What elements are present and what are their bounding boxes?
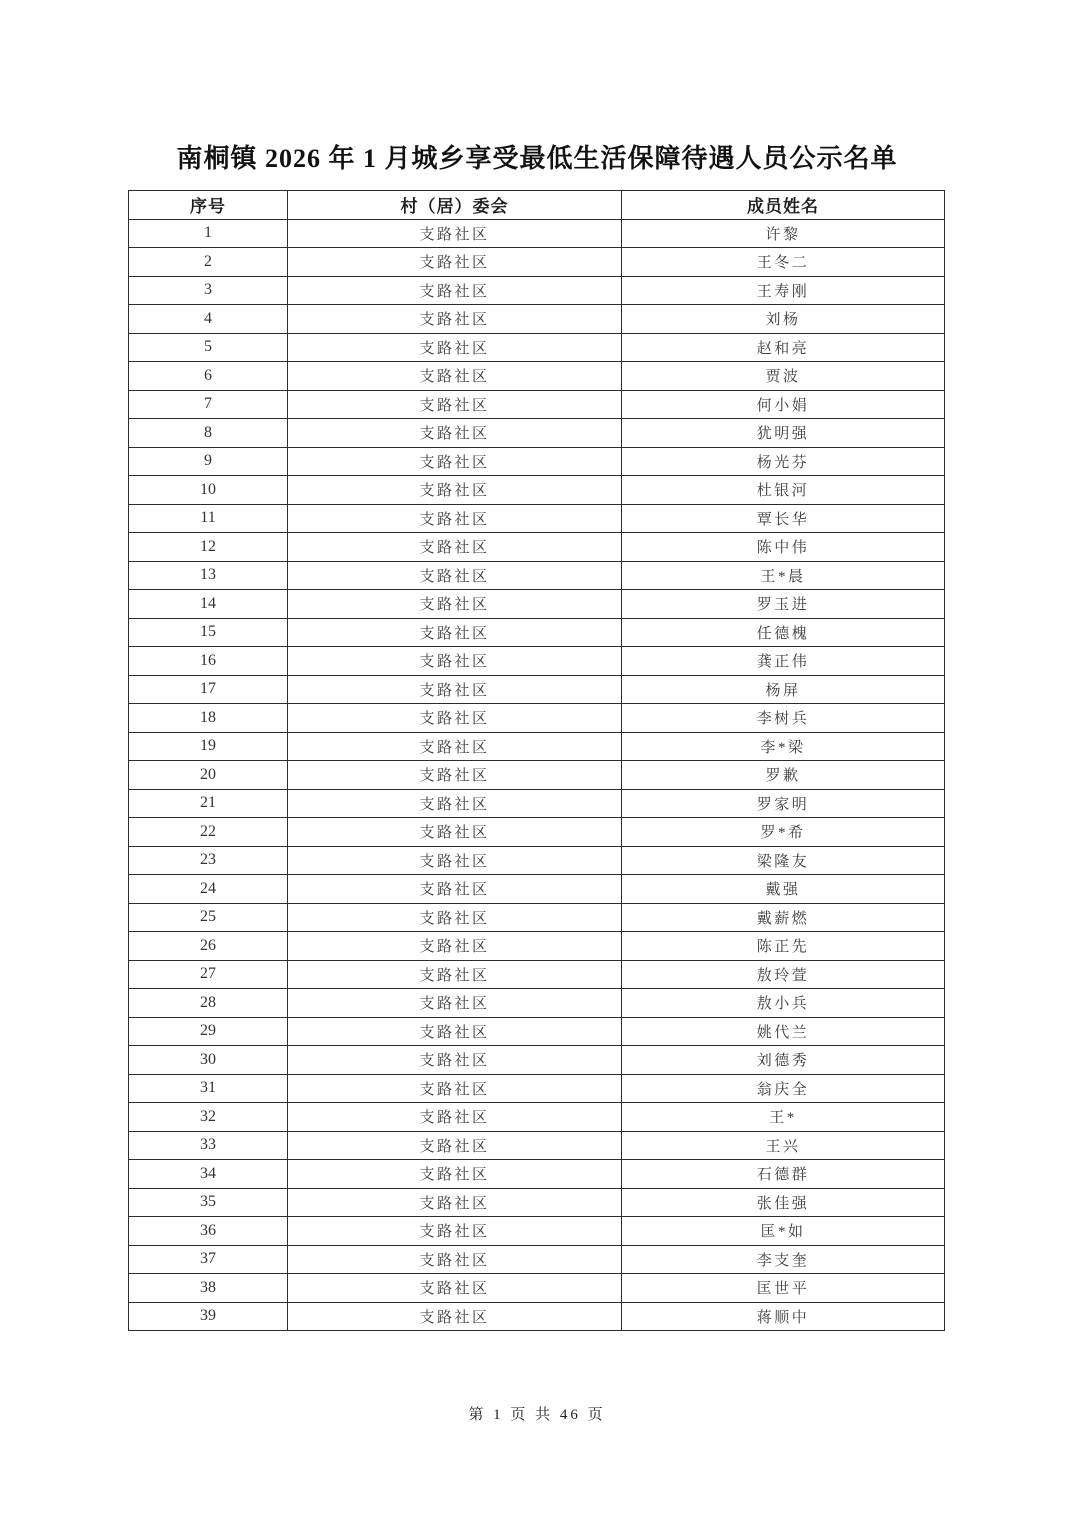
committee-cell: 支路社区 xyxy=(288,1245,622,1274)
member-name-cell: 陈正先 xyxy=(622,932,945,961)
table-header-row xyxy=(129,191,945,220)
row-index-cell: 23 xyxy=(129,846,288,875)
committee-cell: 支路社区 xyxy=(288,533,622,562)
member-name-cell: 李支奎 xyxy=(622,1245,945,1274)
row-index-cell: 14 xyxy=(129,590,288,619)
row-index-cell: 4 xyxy=(129,305,288,334)
committee-cell: 支路社区 xyxy=(288,419,622,448)
page-title: 南桐镇 2026 年 1 月城乡享受最低生活保障待遇人员公示名单 xyxy=(176,144,898,173)
row-index-cell: 21 xyxy=(129,789,288,818)
member-name-cell: 李树兵 xyxy=(622,704,945,733)
table-row xyxy=(129,362,945,391)
table-row xyxy=(129,903,945,932)
member-name-cell: 罗*希 xyxy=(622,818,945,847)
committee-cell: 支路社区 xyxy=(288,219,622,248)
table-row xyxy=(129,789,945,818)
committee-cell: 支路社区 xyxy=(288,761,622,790)
row-index-cell: 15 xyxy=(129,618,288,647)
member-name-cell: 匡世平 xyxy=(622,1274,945,1303)
member-name-cell: 梁隆友 xyxy=(622,846,945,875)
table-row xyxy=(129,1217,945,1246)
table-body xyxy=(129,219,945,1331)
row-index-cell: 31 xyxy=(129,1074,288,1103)
member-name-cell: 许黎 xyxy=(622,219,945,248)
row-index-cell: 12 xyxy=(129,533,288,562)
table-row xyxy=(129,504,945,533)
member-name-cell: 刘杨 xyxy=(622,305,945,334)
committee-cell: 支路社区 xyxy=(288,1046,622,1075)
committee-cell: 支路社区 xyxy=(288,675,622,704)
member-name-cell: 罗歉 xyxy=(622,761,945,790)
row-index-cell: 5 xyxy=(129,333,288,362)
table-row xyxy=(129,732,945,761)
member-name-cell: 匡*如 xyxy=(622,1217,945,1246)
row-index-cell: 2 xyxy=(129,248,288,277)
table-row xyxy=(129,1017,945,1046)
committee-cell: 支路社区 xyxy=(288,590,622,619)
committee-cell: 支路社区 xyxy=(288,875,622,904)
table-row xyxy=(129,1245,945,1274)
member-name-cell: 张佳强 xyxy=(622,1188,945,1217)
row-index-cell: 33 xyxy=(129,1131,288,1160)
table-row xyxy=(129,761,945,790)
member-name-cell: 王冬二 xyxy=(622,248,945,277)
member-name-cell: 敖小兵 xyxy=(622,989,945,1018)
row-index-cell: 32 xyxy=(129,1103,288,1132)
committee-cell: 支路社区 xyxy=(288,1217,622,1246)
table-row xyxy=(129,248,945,277)
member-name-cell: 赵和亮 xyxy=(622,333,945,362)
row-index-cell: 29 xyxy=(129,1017,288,1046)
table-row xyxy=(129,875,945,904)
row-index-cell: 36 xyxy=(129,1217,288,1246)
committee-cell: 支路社区 xyxy=(288,1131,622,1160)
member-name-cell: 戴薪燃 xyxy=(622,903,945,932)
row-index-cell: 6 xyxy=(129,362,288,391)
committee-cell: 支路社区 xyxy=(288,647,622,676)
row-index-cell: 38 xyxy=(129,1274,288,1303)
committee-cell: 支路社区 xyxy=(288,704,622,733)
page-number-footer: 第 1 页 共 46 页 xyxy=(468,1407,606,1423)
committee-cell: 支路社区 xyxy=(288,276,622,305)
table-row xyxy=(129,305,945,334)
committee-cell: 支路社区 xyxy=(288,903,622,932)
member-name-cell: 王*晨 xyxy=(622,561,945,590)
committee-cell: 支路社区 xyxy=(288,1188,622,1217)
table-row xyxy=(129,818,945,847)
member-name-cell: 戴强 xyxy=(622,875,945,904)
committee-cell: 支路社区 xyxy=(288,618,622,647)
member-name-cell: 陈中伟 xyxy=(622,533,945,562)
committee-cell: 支路社区 xyxy=(288,818,622,847)
committee-cell: 支路社区 xyxy=(288,561,622,590)
committee-cell: 支路社区 xyxy=(288,248,622,277)
table-row xyxy=(129,932,945,961)
table-row xyxy=(129,846,945,875)
member-name-cell: 王* xyxy=(622,1103,945,1132)
row-index-cell: 24 xyxy=(129,875,288,904)
table-row xyxy=(129,960,945,989)
member-name-cell: 王寿刚 xyxy=(622,276,945,305)
member-name-cell: 何小娟 xyxy=(622,390,945,419)
member-name-cell: 杨屏 xyxy=(622,675,945,704)
row-index-cell: 8 xyxy=(129,419,288,448)
member-name-cell: 罗玉进 xyxy=(622,590,945,619)
member-name-cell: 任德槐 xyxy=(622,618,945,647)
table-row xyxy=(129,276,945,305)
member-name-cell: 敖玲萱 xyxy=(622,960,945,989)
table-row xyxy=(129,618,945,647)
committee-cell: 支路社区 xyxy=(288,305,622,334)
row-index-cell: 13 xyxy=(129,561,288,590)
table-row xyxy=(129,219,945,248)
committee-cell: 支路社区 xyxy=(288,1274,622,1303)
member-name-cell: 李*梁 xyxy=(622,732,945,761)
member-name-cell: 犹明强 xyxy=(622,419,945,448)
table-row xyxy=(129,1131,945,1160)
member-name-cell: 龚正伟 xyxy=(622,647,945,676)
table-row xyxy=(129,533,945,562)
committee-cell: 支路社区 xyxy=(288,1103,622,1132)
table-row xyxy=(129,704,945,733)
table-row xyxy=(129,1046,945,1075)
member-name-cell: 覃长华 xyxy=(622,504,945,533)
member-name-cell: 石德群 xyxy=(622,1160,945,1189)
row-index-cell: 27 xyxy=(129,960,288,989)
row-index-cell: 17 xyxy=(129,675,288,704)
table-row xyxy=(129,590,945,619)
table-row xyxy=(129,390,945,419)
table-row xyxy=(129,1160,945,1189)
table-row xyxy=(129,561,945,590)
table-row xyxy=(129,1302,945,1331)
row-index-cell: 11 xyxy=(129,504,288,533)
committee-cell: 支路社区 xyxy=(288,789,622,818)
committee-cell: 支路社区 xyxy=(288,932,622,961)
table-row xyxy=(129,1103,945,1132)
member-name-cell: 王兴 xyxy=(622,1131,945,1160)
row-index-cell: 1 xyxy=(129,219,288,248)
roster-table xyxy=(128,190,945,1331)
row-index-cell: 20 xyxy=(129,761,288,790)
committee-cell: 支路社区 xyxy=(288,390,622,419)
column-header-member-name: 成员姓名 xyxy=(622,191,945,220)
row-index-cell: 30 xyxy=(129,1046,288,1075)
committee-cell: 支路社区 xyxy=(288,960,622,989)
row-index-cell: 7 xyxy=(129,390,288,419)
row-index-cell: 16 xyxy=(129,647,288,676)
member-name-cell: 罗家明 xyxy=(622,789,945,818)
row-index-cell: 34 xyxy=(129,1160,288,1189)
row-index-cell: 28 xyxy=(129,989,288,1018)
member-name-cell: 蒋顺中 xyxy=(622,1302,945,1331)
table-row xyxy=(129,1188,945,1217)
table-row xyxy=(129,419,945,448)
committee-cell: 支路社区 xyxy=(288,1017,622,1046)
table-row xyxy=(129,447,945,476)
row-index-cell: 39 xyxy=(129,1302,288,1331)
member-name-cell: 贾波 xyxy=(622,362,945,391)
row-index-cell: 10 xyxy=(129,476,288,505)
table-row xyxy=(129,333,945,362)
column-header-committee: 村（居）委会 xyxy=(288,191,622,220)
table-row xyxy=(129,989,945,1018)
table-row xyxy=(129,1274,945,1303)
table-row xyxy=(129,647,945,676)
table-row xyxy=(129,1074,945,1103)
member-name-cell: 杨光芬 xyxy=(622,447,945,476)
row-index-cell: 22 xyxy=(129,818,288,847)
committee-cell: 支路社区 xyxy=(288,1302,622,1331)
row-index-cell: 9 xyxy=(129,447,288,476)
member-name-cell: 杜银河 xyxy=(622,476,945,505)
committee-cell: 支路社区 xyxy=(288,989,622,1018)
member-name-cell: 姚代兰 xyxy=(622,1017,945,1046)
table-row xyxy=(129,675,945,704)
member-name-cell: 翁庆全 xyxy=(622,1074,945,1103)
committee-cell: 支路社区 xyxy=(288,504,622,533)
row-index-cell: 37 xyxy=(129,1245,288,1274)
row-index-cell: 35 xyxy=(129,1188,288,1217)
committee-cell: 支路社区 xyxy=(288,1160,622,1189)
committee-cell: 支路社区 xyxy=(288,1074,622,1103)
committee-cell: 支路社区 xyxy=(288,476,622,505)
committee-cell: 支路社区 xyxy=(288,732,622,761)
committee-cell: 支路社区 xyxy=(288,447,622,476)
row-index-cell: 19 xyxy=(129,732,288,761)
row-index-cell: 18 xyxy=(129,704,288,733)
table-row xyxy=(129,476,945,505)
committee-cell: 支路社区 xyxy=(288,333,622,362)
row-index-cell: 26 xyxy=(129,932,288,961)
column-header-index: 序号 xyxy=(129,191,288,220)
row-index-cell: 3 xyxy=(129,276,288,305)
committee-cell: 支路社区 xyxy=(288,846,622,875)
member-name-cell: 刘德秀 xyxy=(622,1046,945,1075)
committee-cell: 支路社区 xyxy=(288,362,622,391)
row-index-cell: 25 xyxy=(129,903,288,932)
